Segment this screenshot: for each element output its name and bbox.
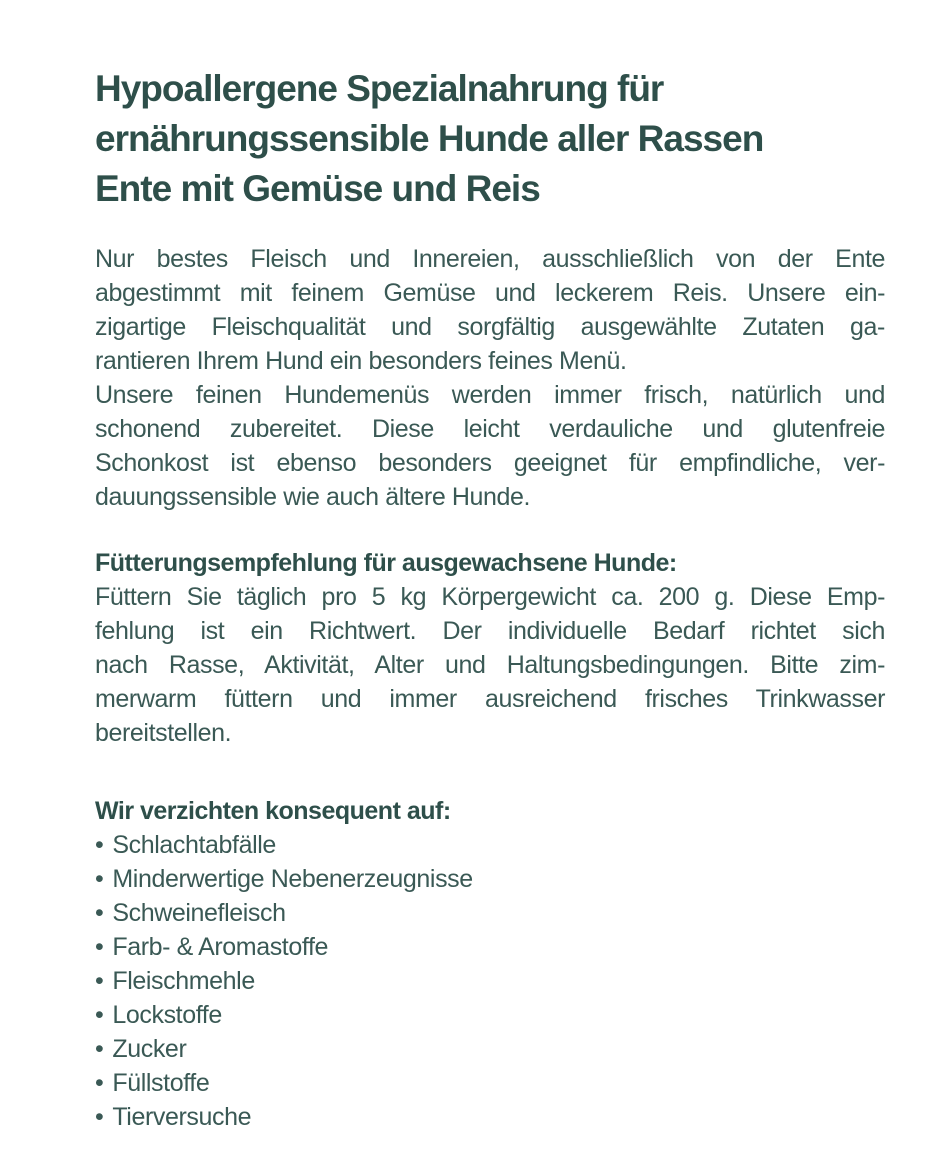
- feeding-recommendation-section: [95, 546, 885, 750]
- list-item-label: Fleischmehle: [112, 967, 255, 995]
- intro-line: Schonkost ist ebenso besonders geeignet für empfindliche, ver-: [95, 449, 885, 477]
- title-line-2: ernährungssensible Hunde aller Rassen: [95, 118, 764, 159]
- feeding-line: merwarm füttern und immer ausreichend frisches Trinkwasser: [95, 685, 885, 713]
- list-item: [95, 1066, 885, 1100]
- list-item-label: Lockstoffe: [112, 1001, 222, 1029]
- bullet-icon: •: [95, 1103, 104, 1131]
- intro-line: zigartige Fleischqualität und sorgfältig ausgewählte Zutaten ga-: [95, 313, 885, 341]
- list-item: [95, 828, 885, 862]
- product-title: [95, 64, 885, 214]
- list-item: [95, 896, 885, 930]
- list-item-label: Schweinefleisch: [112, 899, 286, 927]
- bullet-icon: •: [95, 1035, 104, 1063]
- bullet-icon: •: [95, 933, 104, 961]
- feeding-line: fehlung ist ein Richtwert. Der individuelle Bedarf richtet sich: [95, 617, 885, 645]
- list-item-label: Tierversuche: [112, 1103, 252, 1131]
- list-item-label: Minderwertige Nebenerzeugnisse: [112, 865, 473, 893]
- feeding-line: bereitstellen.: [95, 719, 232, 747]
- bullet-icon: •: [95, 1069, 104, 1097]
- list-item-label: Zucker: [112, 1035, 187, 1063]
- intro-paragraphs: [95, 242, 885, 514]
- bullet-icon: •: [95, 1001, 104, 1029]
- intro-line: Unsere feinen Hundemenüs werden immer frisch, natürlich und: [95, 381, 885, 409]
- title-line-1: Hypoallergene Spezialnahrung für: [95, 68, 664, 109]
- exclusions-heading: Wir verzichten konsequent auf:: [95, 797, 451, 825]
- bullet-icon: •: [95, 865, 104, 893]
- bullet-icon: •: [95, 967, 104, 995]
- intro-line: Nur bestes Fleisch und Innereien, ausschließlich von der Ente: [95, 245, 885, 273]
- product-description: [95, 0, 885, 1134]
- intro-line: dauungssensible wie auch ältere Hunde.: [95, 483, 531, 511]
- list-item: [95, 964, 885, 998]
- list-item: [95, 930, 885, 964]
- list-item-label: Schlachtabfälle: [112, 831, 276, 859]
- list-item: [95, 1100, 885, 1134]
- bullet-icon: •: [95, 899, 104, 927]
- list-item-label: Füllstoffe: [112, 1069, 210, 1097]
- list-item: [95, 1032, 885, 1066]
- feeding-line: Füttern Sie täglich pro 5 kg Körpergewicht ca. 200 g. Diese Emp-: [95, 583, 885, 611]
- intro-line: rantieren Ihrem Hund ein besonders feines Menü.: [95, 347, 627, 375]
- exclusions-list: [95, 828, 885, 1134]
- title-line-3: Ente mit Gemüse und Reis: [95, 168, 540, 209]
- exclusions-section: [95, 794, 885, 1134]
- intro-line: abgestimmt mit feinem Gemüse und leckerem Reis. Unsere ein-: [95, 279, 885, 307]
- list-item: [95, 998, 885, 1032]
- list-item: [95, 862, 885, 896]
- list-item-label: Farb- & Aromastoffe: [112, 933, 329, 961]
- feeding-heading: Fütterungsempfehlung für ausgewachsene Hunde:: [95, 549, 677, 577]
- feeding-line: nach Rasse, Aktivität, Alter und Haltungsbedingungen. Bitte zim-: [95, 651, 885, 679]
- intro-line: schonend zubereitet. Diese leicht verdauliche und glutenfreie: [95, 415, 885, 443]
- bullet-icon: •: [95, 831, 104, 859]
